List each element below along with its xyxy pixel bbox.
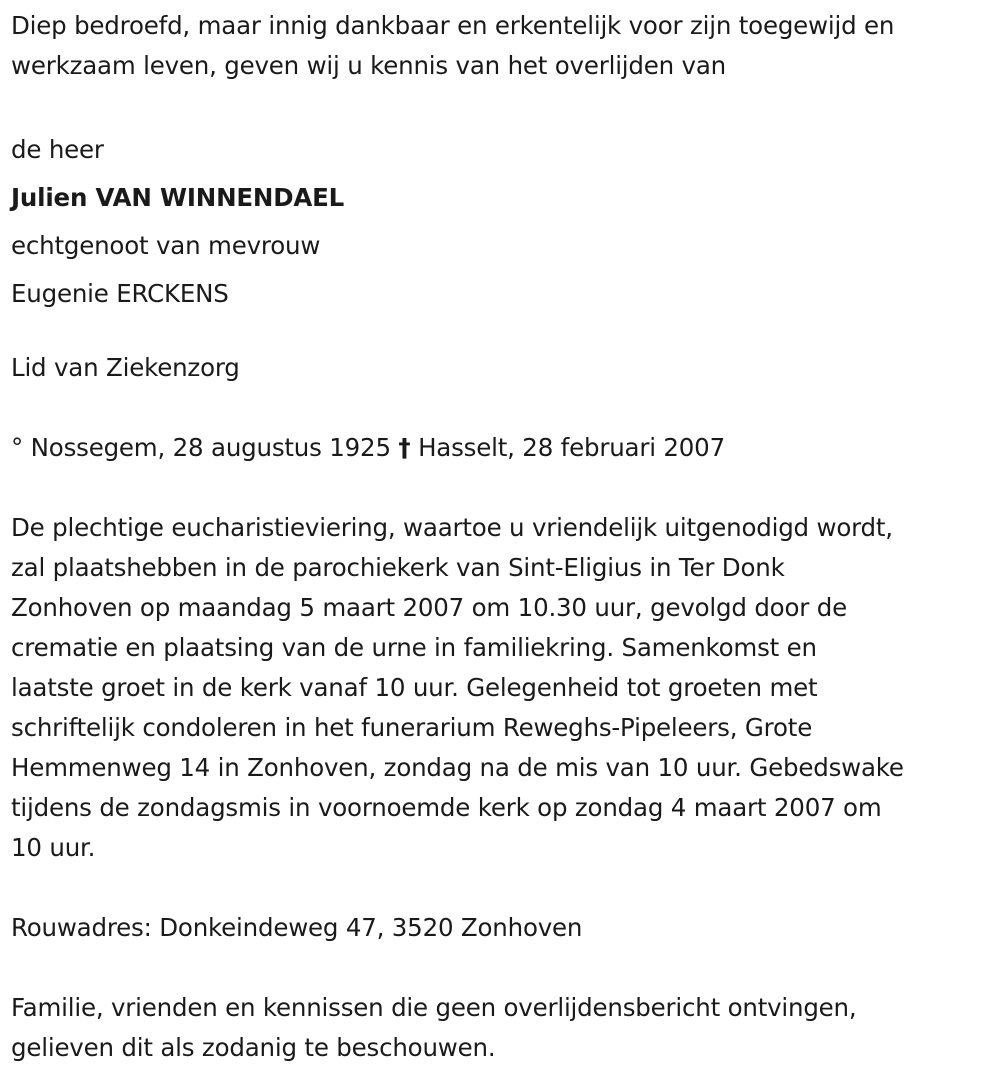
intro-line: Diep bedroefd, maar innig dankbaar en erkentelijk voor zijn toegewijd en bbox=[11, 11, 895, 40]
ceremony-line: Hemmenweg 14 in Zonhoven, zondag na de mis van 10 uur. Gebedswake bbox=[11, 753, 904, 782]
ceremony-line: Zonhoven op maandag 5 maart 2007 om 10.30 uur, gevolgd door de bbox=[11, 593, 847, 622]
mourning-address: Rouwadres: Donkeindeweg 47, 3520 Zonhoven bbox=[11, 913, 583, 942]
salutation: de heer bbox=[11, 135, 104, 164]
spacer bbox=[11, 948, 993, 988]
ceremony-line: 10 uur. bbox=[11, 833, 96, 862]
closing-line: gelieven dit als zodanig te beschouwen. bbox=[11, 1033, 496, 1062]
spouse-label: echtgenoot van mevrouw bbox=[11, 231, 321, 260]
obituary-notice bbox=[11, 6, 993, 1068]
ceremony-line: De plechtige eucharistieviering, waartoe u vriendelijk uitgenodigd wordt, bbox=[11, 513, 893, 542]
spacer bbox=[11, 86, 993, 126]
spacer bbox=[11, 468, 993, 508]
birth-symbol: ° bbox=[11, 433, 24, 462]
birth-place-date: Nossegem, 28 augustus 1925 bbox=[30, 433, 391, 462]
spouse-name: Eugenie ERCKENS bbox=[11, 279, 229, 308]
ceremony-line: zal plaatshebben in de parochiekerk van Sint-Eligius in Ter Donk bbox=[11, 553, 785, 582]
spacer bbox=[11, 318, 993, 348]
ceremony-paragraph bbox=[11, 508, 993, 868]
ceremony-line: laatste groet in de kerk vanaf 10 uur. Gelegenheid tot groeten met bbox=[11, 673, 818, 702]
ceremony-line: tijdens de zondagsmis in voornoemde kerk op zondag 4 maart 2007 om bbox=[11, 793, 882, 822]
deceased-block bbox=[11, 126, 993, 318]
closing-paragraph bbox=[11, 988, 993, 1068]
life-dates bbox=[11, 428, 993, 468]
ceremony-line: schriftelijk condoleren in het funerarium Reweghs-Pipeleers, Grote bbox=[11, 713, 813, 742]
intro-paragraph bbox=[11, 6, 993, 86]
death-place-date: Hasselt, 28 februari 2007 bbox=[418, 433, 725, 462]
closing-line: Familie, vrienden en kennissen die geen overlijdensbericht ontvingen, bbox=[11, 993, 857, 1022]
spacer bbox=[11, 868, 993, 908]
intro-line: werkzaam leven, geven wij u kennis van het overlijden van bbox=[11, 51, 726, 80]
ceremony-line: crematie en plaatsing van de urne in familiekring. Samenkomst en bbox=[11, 633, 817, 662]
spacer bbox=[11, 388, 993, 428]
deceased-name: Julien VAN WINNENDAEL bbox=[11, 183, 345, 212]
cross-icon: † bbox=[398, 433, 411, 462]
membership: Lid van Ziekenzorg bbox=[11, 353, 240, 382]
